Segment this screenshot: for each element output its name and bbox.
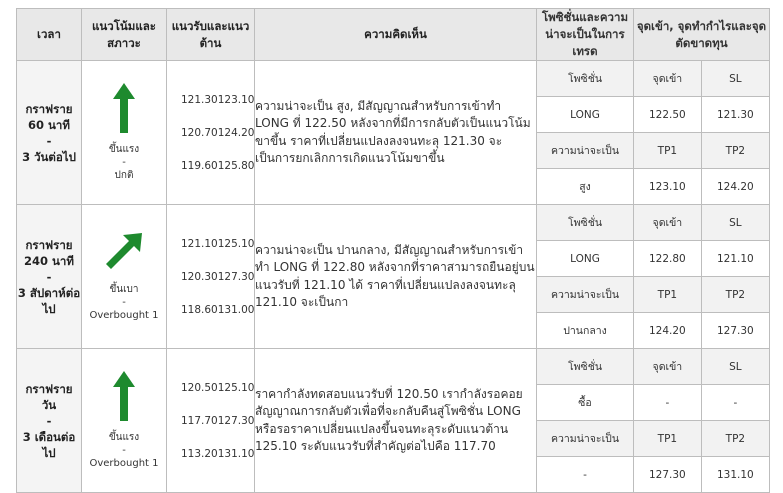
resistance-level: 125.80	[217, 159, 255, 172]
entry-value: 122.50	[634, 97, 702, 133]
level-row	[167, 227, 254, 260]
trend-cell	[82, 349, 167, 493]
arrow-up-right-icon	[104, 231, 144, 271]
sl-value: 121.30	[701, 97, 769, 133]
position-cell	[537, 61, 770, 205]
level-row	[167, 260, 254, 293]
timeframe-label: กราฟราย	[25, 381, 73, 396]
level-row	[167, 437, 254, 470]
tp2-label: TP2	[701, 421, 769, 457]
probability-label: ความน่าจะเป็น	[537, 277, 634, 313]
support-level: 121.10	[181, 237, 218, 250]
tp1-label: TP1	[634, 133, 702, 169]
level-row	[167, 83, 254, 116]
header-position-group	[537, 9, 770, 61]
timeframe-separator: -	[46, 133, 52, 148]
sl-label: SL	[701, 349, 769, 385]
sl-label: SL	[701, 61, 769, 97]
tp1-value: 123.10	[634, 169, 702, 205]
resistance-level: 131.10	[217, 447, 255, 460]
trend-cell	[82, 61, 167, 205]
level-row	[167, 371, 254, 404]
support-resistance-cell	[167, 349, 255, 493]
support-level: 118.60	[181, 303, 218, 316]
trend-state: Overbought 1	[89, 458, 159, 469]
probability-value: สูง	[537, 169, 634, 205]
level-row	[167, 149, 254, 182]
comment-cell: ความน่าจะเป็น สูง, มีสัญญาณสำหรับการเข้าทำ LONG ที่ 122.50 หลังจากที่มีการกลับตัวเป็นแนวโน้มขาขึ้น ราคาที่เปลี่ยนแปลงลงจนทะลุ 121.30 จะเป็นการยกเลิกการเกิดแนวโน้มขาขึ้น	[255, 61, 537, 205]
timeframe-horizon: 3 วันต่อไป	[22, 149, 76, 164]
table-row	[17, 205, 770, 349]
timeframe-period: 240 นาที	[24, 253, 74, 268]
support-level: 121.30	[181, 93, 218, 106]
resistance-level: 125.10	[217, 237, 255, 250]
header-entry-tp-sl: จุดเข้า, จุดทำกำไรและจุดตัดขาดทุน	[634, 9, 770, 60]
trend-cell	[82, 205, 167, 349]
support-level: 113.20	[181, 447, 218, 460]
timeframe-label: กราฟราย	[25, 101, 73, 116]
trend-separator: -	[122, 157, 126, 168]
probability-label: ความน่าจะเป็น	[537, 133, 634, 169]
trend-label: ขึ้นเบา	[109, 284, 139, 295]
tp2-value: 124.20	[717, 180, 754, 193]
comment-cell: ราคากำลังทดสอบแนวรับที่ 120.50 เรากำลังรอคอยสัญญาณการกลับตัวเพื่อที่จะกลับคืนสู่โพซิชั่น LONG หรือรอราคาเปลี่ยนแปลงขึ้นจนทะลุระดับแนวต้าน 125.10 ระดับแนวรับที่สำคัญต่อไปคือ 117.70	[255, 349, 537, 493]
timeframe-period: วัน	[41, 397, 57, 412]
header-trend: แนวโน้มและสภาวะ	[82, 9, 167, 61]
tp1-value: 124.20	[634, 313, 702, 349]
arrow-up-icon	[113, 83, 135, 133]
trend-label: ขึ้นแรง	[108, 432, 140, 443]
position-label: โพซิชั่น	[537, 349, 634, 385]
tp1-label: TP1	[634, 277, 702, 313]
header-comment: ความคิดเห็น	[255, 9, 537, 61]
entry-value: -	[634, 385, 702, 421]
table-row	[17, 61, 770, 205]
tp2-label: TP2	[701, 133, 769, 169]
level-row	[167, 293, 254, 326]
header-position: โพซิชั่นและความน่าจะเป็นในการเทรด	[537, 9, 634, 60]
resistance-level: 131.00	[217, 303, 255, 316]
tp2-value: 131.10	[717, 468, 754, 481]
support-level: 120.50	[181, 381, 218, 394]
resistance-level: 125.10	[217, 381, 255, 394]
probability-value: -	[537, 457, 634, 493]
position-cell	[537, 349, 770, 493]
probability-label: ความน่าจะเป็น	[537, 421, 634, 457]
timeframe-period: 60 นาที	[28, 117, 70, 132]
header-time: เวลา	[17, 9, 82, 61]
support-level: 120.70	[181, 126, 218, 139]
timeframe-separator: -	[46, 269, 52, 284]
trend-separator: -	[122, 297, 126, 308]
support-resistance-cell	[167, 61, 255, 205]
position-value: ซื้อ	[537, 385, 634, 421]
sl-value: 121.10	[701, 241, 769, 277]
timeframe-horizon: 3 สัปดาห์ต่อไป	[17, 285, 81, 316]
position-label: โพซิชั่น	[537, 205, 634, 241]
entry-label: จุดเข้า	[634, 205, 702, 241]
timeframe-label: กราฟราย	[25, 237, 73, 252]
resistance-level: 127.30	[217, 414, 255, 427]
tp1-value: 127.30	[634, 457, 702, 493]
probability-value: ปานกลาง	[537, 313, 634, 349]
header-row	[17, 9, 770, 61]
timeframe-cell	[17, 349, 82, 493]
forecast-table	[16, 8, 770, 493]
tp2-label: TP2	[701, 277, 769, 313]
level-row	[167, 404, 254, 437]
resistance-level: 123.10	[217, 93, 255, 106]
resistance-level: 127.30	[217, 270, 255, 283]
timeframe-separator: -	[46, 413, 52, 428]
tp2-value: 127.30	[717, 324, 754, 337]
position-cell	[537, 205, 770, 349]
support-level: 117.70	[181, 414, 218, 427]
position-label: โพซิชั่น	[537, 61, 634, 97]
support-level: 119.60	[181, 159, 218, 172]
trend-label: ขึ้นแรง	[108, 144, 140, 155]
support-level: 120.30	[181, 270, 218, 283]
header-support-resistance: แนวรับและแนวต้าน	[167, 9, 255, 61]
level-row	[167, 116, 254, 149]
trend-state: ปกติ	[114, 170, 134, 181]
timeframe-horizon: 3 เดือนต่อไป	[22, 429, 76, 460]
arrow-up-icon	[113, 371, 135, 421]
support-resistance-cell	[167, 205, 255, 349]
timeframe-cell	[17, 205, 82, 349]
entry-value: 122.80	[634, 241, 702, 277]
resistance-level: 124.20	[217, 126, 255, 139]
entry-label: จุดเข้า	[634, 349, 702, 385]
sl-label: SL	[701, 205, 769, 241]
trend-state: Overbought 1	[89, 310, 159, 321]
position-value: LONG	[537, 97, 634, 133]
trend-separator: -	[122, 445, 126, 456]
sl-value: -	[701, 385, 769, 421]
tp1-label: TP1	[634, 421, 702, 457]
entry-label: จุดเข้า	[634, 61, 702, 97]
timeframe-cell	[17, 61, 82, 205]
comment-cell: ความน่าจะเป็น ปานกลาง, มีสัญญาณสำหรับการเข้าทำ LONG ที่ 122.80 หลังจากที่ราคาสามารถยืนอยู่บนแนวรับที่ 121.10 ได้ ราคาที่เปลี่ยนแปลงลงจนทะลุ 121.10 จะเป็นกา	[255, 205, 537, 349]
table-row	[17, 349, 770, 493]
position-value: LONG	[537, 241, 634, 277]
